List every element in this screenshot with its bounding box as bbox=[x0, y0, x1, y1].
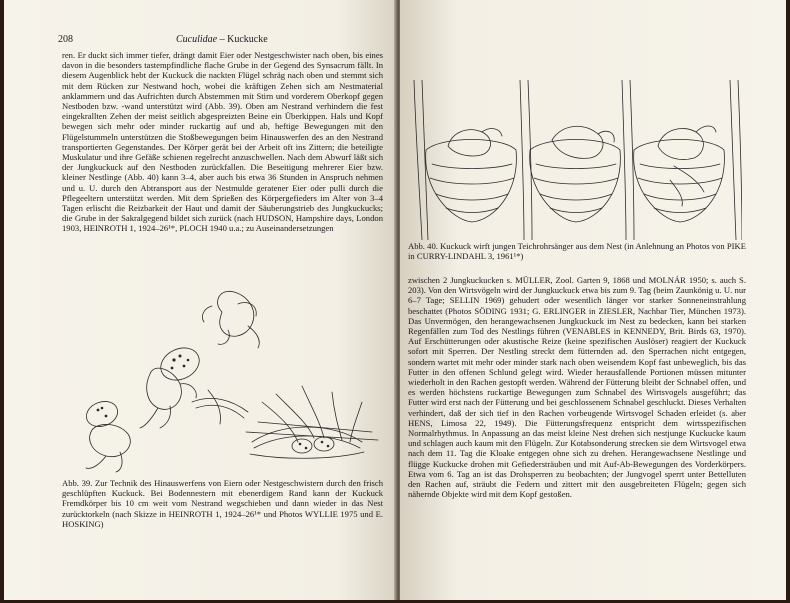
figure-39-caption bbox=[62, 478, 383, 529]
reed-nest-3 bbox=[634, 126, 725, 222]
book-spread bbox=[4, 0, 786, 600]
right-body-text bbox=[408, 275, 746, 499]
left-body-paragraph: ren. Er duckt sich immer tiefer, drängt damit Eier oder Nestgeschwister nach oben, bis eines davon in die besonders tastempfindliche flache Grube in der Gegend des Synsacrum fällt. In diesem Augenblick hebt der Kuckuck die nackten Flügel schräg nach oben und stemmt sich mit dem Rücken zur Nestwand hoch, wobei die kräftigen Zehen sich am Nestmaterial anklammern und das Aufrichten durch Abstemmen mit Stirn und vorderem Oberkopf gegen Nestboden bzw. -wand unterstützt wird (Abb. 39). Oben am Nestrand verhindern die fest eingekrallten Zehen der meist seitlich abgespreizten Beine ein Überkippen. Hals und Kopf bewegen sich mehr oder minder ruckartig auf und ab, heftige Bewegungen mit den Flügelstummeln unterstützen die Stoßbewegungen beim Hinauswerfen des an den Nestrand transportierten Gegenstandes. Der Körper gerät bei der Arbeit oft ins Zittern; die beteiligte Muskulatur und ihre Gefäße schienen regelrecht anzuschwellen. Nach dem Abwurf läßt sich der Jungkuckuck auf den Nestboden zurückfallen. Die Beseitigung mehrerer Eier bzw. kleiner Nestlinge (Abb. 40) kann 3–4, aber auch bis etwa 36 Stunden in Anspruch nehmen und u. U. durch den Abtransport aus der Nestmulde geratener Eier oder pulli durch die Pflegeeltern unterstützt werden. Mit dem Sprießen des Körpergefieders im Alter von 3–4 Tagen erlischt die Reizbarkeit der Haut und damit der Säuberungstrieb des Jungkuckucks; die Grube in der Sakralgegend bildet sich zurück (nach HUDSON, Hampshire days, London 1903, HEINROTH 1, 1924–26¹*, PLOCH 1940 u.a.; zu Auseinandersetzungen bbox=[62, 50, 383, 234]
figure-40-illustration bbox=[412, 80, 742, 240]
running-title-name: Kuckucke bbox=[227, 34, 268, 45]
running-title bbox=[176, 34, 268, 45]
left-page bbox=[4, 0, 396, 600]
figure-40-caption bbox=[408, 241, 746, 261]
page-number: 208 bbox=[58, 34, 73, 45]
nestling-sketch-bottom bbox=[83, 397, 130, 472]
left-body-text bbox=[62, 50, 383, 234]
ground-nest-sketch bbox=[246, 386, 378, 458]
reed-nest-1 bbox=[426, 129, 517, 222]
right-body-paragraph: zwischen 2 Jungkuckucken s. MÜLLER, Zool. Garten 9, 1868 und MOLNÁR 1950; s. auch S. 203). Von den Wirtsvögeln wird der Jungkuckuck etwa bis zum 9. Tag (beim Zaunkönig u. U. nur 6–7 Tage; SELLIN 1969) gehudert oder wesentlich länger vor starker Sonneneinstrahlung beschattet (Photos SÖDING 1931; G. ERLINGER in ZIESLER, Nachbar Tier, München 1973). Das Unvermögen, den herangewachsenen Jungkuckuck im Nest zu bedecken, kann bei starken Regenfällen zum Tod des Nestlings führen (VENABLES in KENNEDY, Brit. Birds 63, 1970). Auf Erschütterungen oder akustische Reize (keine spezifischen Auslöser) reagiert der Kuckuck sofort mit Sperren. Der Nestling streckt dem fütternden ad. den Sperrachen nicht entgegen, sondern wartet mit mehr oder minder stark nach oben weisendem Kopf fast unbeweglich, bis das Futter in den offenen Schlund gelegt wird. Wieder herausfallende Portionen müssen mitunter wiederholt in den Rachen gestopft werden. Während der Fütterung bleibt der Schnabel offen, und es werden höchstens ruckartige Bewegungen zum Schnabel des Wirtsvogels ausgeführt; das Futter wird erst nach der Fütterung und bei geschlossenem Schnabel geschluckt. Dieses Verhalten verhindert, daß der sich tief in den Rachen vorbeugende Wirtsvogel Schaden erleidet (s. aber HENS, Limosa 22, 1949). Die Fütterungsfrequenz entspricht dem wirtsspezifischen Normalrhythmus. In Anpassung an das meist kleine Nest drehen sich nestjunge Kuckucke kaum und schlagen auch kaum mit den Flügeln. Zur Kotabsonderung strecken sie dem Wirtsvogel etwa nach dem 11. Tag die Kloake entgegen ohne sich zu drehen. Herangewachsene Nestlinge und flügge Kuckucke drohen mit Gefiedersträuben und mit Auf-Ab-Bewegungen des Vorderkörpers. Etwa vom 6. Tag an ist das Drohsperren zu beobachten; der Jungvogel sperrt unter Bettelluten den Rachen auf, sträubt die Federn und zittert mit den ausgebreiteten Flügeln; gegen sich nähernde Objekte wird mit dem Kopf gestoßen. bbox=[408, 275, 746, 500]
reed-nest-2 bbox=[530, 126, 621, 222]
figure-40-caption-text: Abb. 40. Kuckuck wirft jungen Teichrohrsänger aus dem Nest (in Anlehnung an Photos von PIKE in CURRY-LINDAHL 3, 1961¹*) bbox=[408, 241, 746, 262]
nestling-sketch-top bbox=[202, 291, 259, 348]
running-title-family: Cuculidae bbox=[176, 34, 218, 45]
running-title-separator: – bbox=[219, 34, 225, 45]
figure-39-illustration bbox=[62, 282, 384, 474]
right-page bbox=[400, 0, 786, 600]
figure-39-caption-text: Abb. 39. Zur Technik des Hinauswerfens von Eiern oder Nestgeschwistern durch den frisch geschlüpften Kuckuck. Bei Bodennestern mit ebenerdigem Rand kann der Kuckuck Fremdkörper bis 10 cm weit vom Nestrand wegschieben und dann wieder in das Nest zurücktorkeln (nach Skizze in HEINROTH 1, 1924–26¹* und Photos WYLLIE 1975 und E. HOSKING) bbox=[62, 478, 383, 529]
reed-stems bbox=[414, 80, 742, 240]
speckled-egg-left bbox=[156, 342, 205, 386]
